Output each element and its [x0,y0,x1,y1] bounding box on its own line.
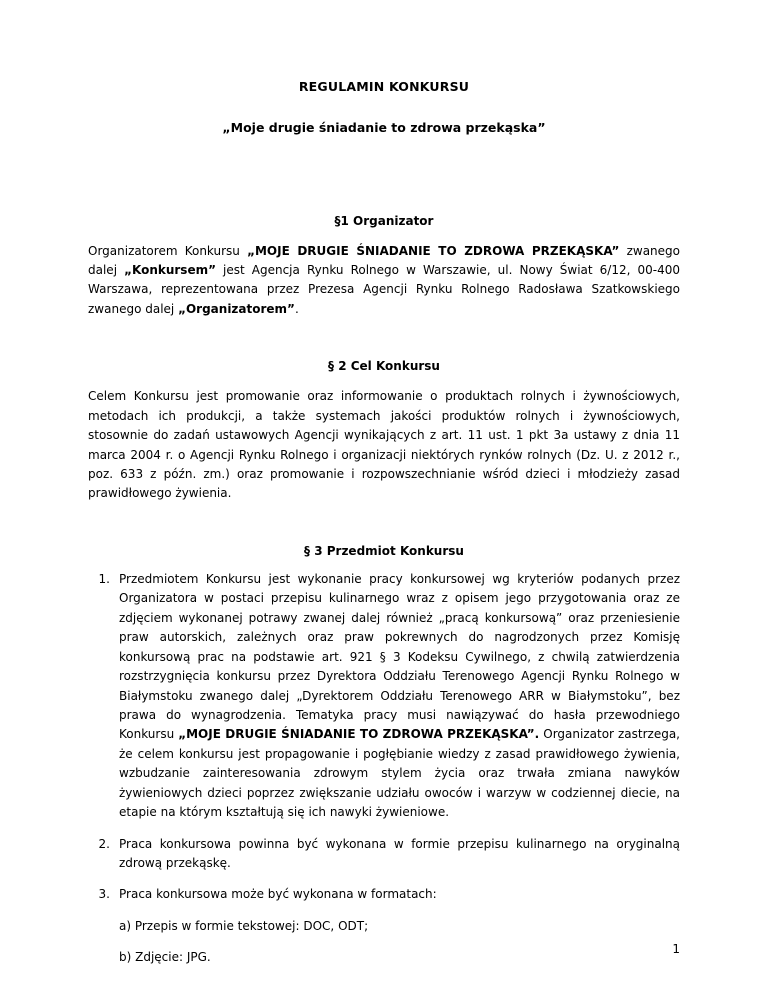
section-heading-organizator: §1 Organizator [334,213,434,228]
document-subtitle: „Moje drugie śniadanie to zdrowa przekąska” [222,119,546,135]
section-heading-cel-konkursu: § 2 Cel Konkursu [328,359,440,374]
list-item-bold-contest-name: „MOJE DRUGIE ŚNIADANIE TO ZDROWA PRZEKĄSKA”. [178,727,540,742]
para1-suffix: . [294,301,299,316]
para1-bold-contest-name: „MOJE DRUGIE ŚNIADANIE TO ZDROWA PRZEKĄSKA” [247,243,620,258]
page-number: 1 [672,942,680,956]
list-item-number: 2. [98,836,110,851]
section-paragraph-organizator [88,242,680,320]
przedmiot-konkursu-list [88,570,680,905]
list-item-number: 1. [98,571,110,586]
document-title: REGULAMIN KONKURSU [298,79,470,94]
format-option-a: a) Przepis w formie tekstowej: DOC, ODT; [119,918,369,933]
list-item-text-part-1: Przedmiotem Konkursu jest wykonanie pracy konkursowej wg kryteriów podanych przez Organizatora w postaci przepisu kulinarnego wraz z opisem jego przygotowania oraz ze zdjęciem wykonanej potrawy zwanej dalej również „pracą konkursową” oraz przeniesienie praw autorskich, zależnych oraz praw pokrewnych do nagrodzonych przez Komisję konkursową prac na podstawie art. 921 § 3 Kodeksu Cywilnego, z chwilą zatwierdzenia rozstrzygnięcia konkursu przez Dyrektora Oddziału Terenowego Agencji Rynku Rolnego w Białymstoku zwanego dalej „Dyrektorem Oddziału Terenowego ARR w Białymstoku”, bez prawa do wynagrodzenia. Tematyka pracy musi nawiązywać do hasła przewodniego Konkursu [119,571,680,742]
para1-prefix: Organizatorem Konkursu [88,243,248,258]
section-heading-przedmiot-konkursu: § 3 Przedmiot Konkursu [304,543,464,558]
section-paragraph-cel-konkursu: Celem Konkursu jest promowanie oraz informowanie o produktach rolnych i żywnościowych, metodach ich produkcji, a także systemach jakości produktów rolnych i żywnościowych, stosownie do zadań ustawowych Agencji wynikających z art. 11 ust. 1 pkt 3a ustawy z dnia 11 marca 2004 r. o Agencji Rynku Rolnego i organizacji niektórych rynków rolnych (Dz. U. z 2012 r., poz. 633 z późn. zm.) oraz promowanie i rozpowszechnianie wśród dzieci i młodzieży zasad prawidłowego żywienia. [88,389,680,501]
list-item-text: Praca konkursowa powinna być wykonana w formie przepisu kulinarnego na oryginalną zdrową przekąskę. [119,836,680,870]
para1-bold-konkursem: „Konkursem” [124,262,216,277]
list-item [88,570,680,823]
para1-mid-2: jest Agencja Rynku Rolnego w Warszawie, ul. Nowy Świat 6/12, 00-400 Warszawa, reprezentowana przez Prezesa Agencji Rynku Rolnego Radosława Szatkowskiego zwanego dalej [88,262,680,316]
para1-bold-organizatorem: „Organizatorem” [178,301,295,316]
list-item [88,835,680,874]
para1-mid-1: zwanego dalej [88,243,681,277]
list-item [88,885,680,904]
list-item-text: Praca konkursowa może być wykonana w formatach: [119,887,437,902]
list-item-text-part-2: Organizator zastrzega, że celem konkursu jest propagowanie i pogłębianie wiedzy z zasad prawidłowego żywienia, wzbudzanie zainteresowania zdrowym stylem życia oraz trwała zmiana nawyków żywieniowych dzieci poprzez zwiększanie udziału owoców i warzyw w codziennej diecie, na etapie na którym kształtują się ich nawyki żywieniowe. [119,727,680,820]
list-item-number: 3. [98,887,110,902]
format-option-b: b) Zdjęcie: JPG. [119,950,211,965]
